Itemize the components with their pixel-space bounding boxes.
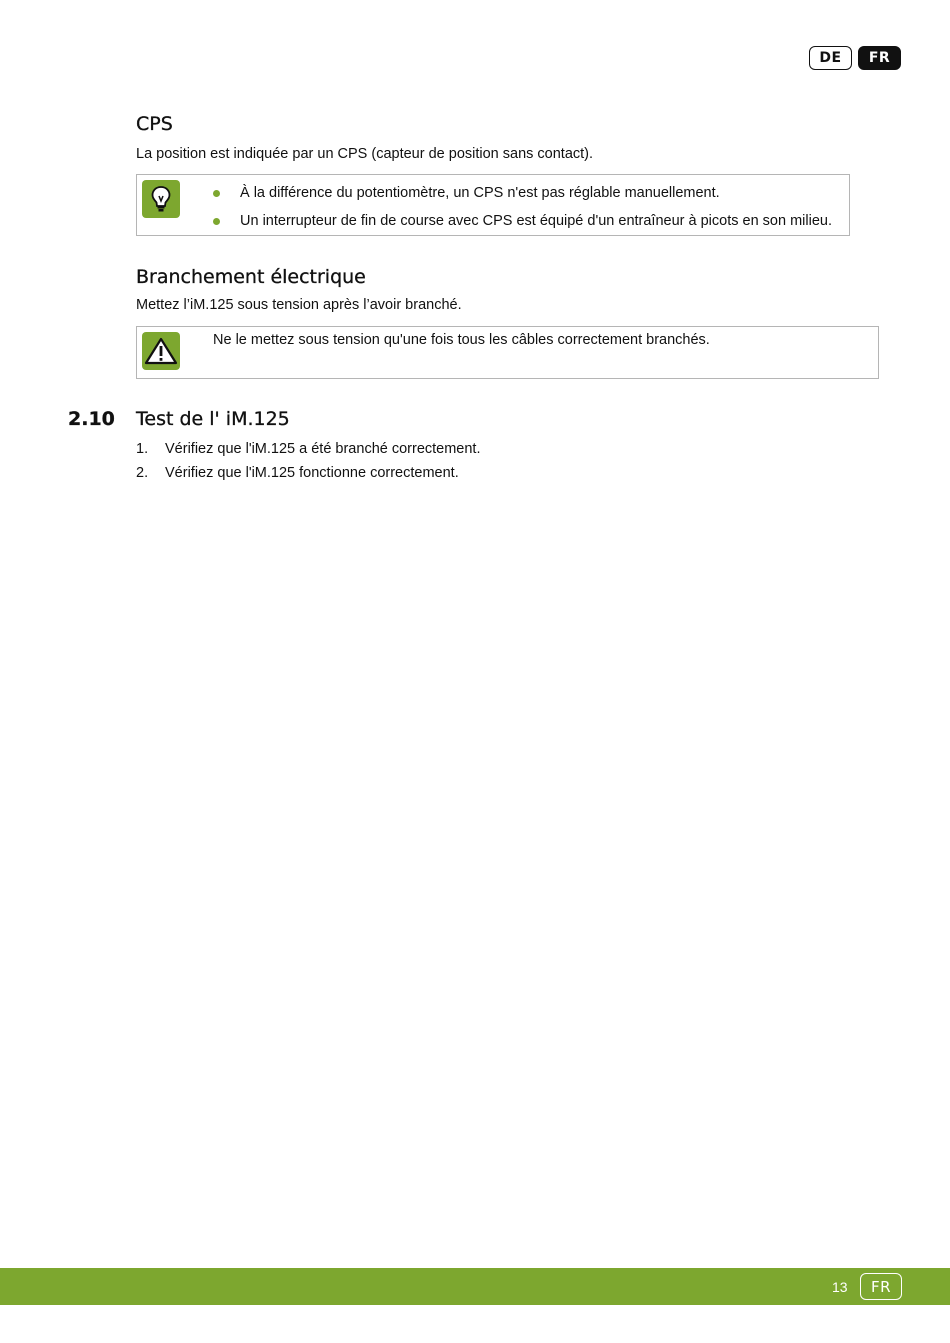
lang-tab-de[interactable]: DE (809, 46, 852, 70)
lang-tab-fr[interactable]: FR (858, 46, 901, 70)
step-text: Vérifiez que l'iM.125 fonctionne correctement. (165, 465, 459, 481)
list-item (136, 464, 481, 488)
language-switcher (809, 46, 901, 70)
warning-text: Ne le mettez sous tension qu'une fois tous les câbles correctement branchés. (213, 332, 710, 348)
list-item (205, 183, 832, 211)
cps-heading: CPS (136, 113, 173, 135)
list-item (136, 440, 481, 464)
cps-tip-box (136, 174, 850, 236)
lightbulb-icon (142, 180, 180, 218)
test-steps-list (136, 440, 481, 488)
step-number: 1. (136, 441, 149, 457)
list-item (205, 211, 832, 239)
electrical-heading: Branchement électrique (136, 266, 366, 288)
bullet-icon (213, 218, 220, 225)
cps-note-list (205, 183, 832, 239)
cps-note-1: À la différence du potentiomètre, un CPS n'est pas réglable manuellement. (240, 185, 720, 201)
cps-intro: La position est indiquée par un CPS (capteur de position sans contact). (136, 146, 594, 162)
footer-lang-badge: FR (860, 1273, 902, 1300)
cps-note-2: Un interrupteur de fin de course avec CPS est équipé d'un entraîneur à picots en son milieu. (240, 213, 832, 229)
step-number: 2. (136, 465, 149, 481)
warning-triangle-icon (142, 332, 180, 370)
warning-box (136, 326, 879, 379)
step-text: Vérifiez que l'iM.125 a été branché correctement. (165, 441, 481, 457)
section-title: Test de l' iM.125 (136, 408, 290, 430)
section-number: 2.10 (68, 408, 115, 430)
bullet-icon (213, 190, 220, 197)
footer-bar (0, 1268, 950, 1305)
page-number: 13 (832, 1279, 848, 1295)
electrical-intro: Mettez l’iM.125 sous tension après l’avoir branché. (136, 297, 462, 313)
